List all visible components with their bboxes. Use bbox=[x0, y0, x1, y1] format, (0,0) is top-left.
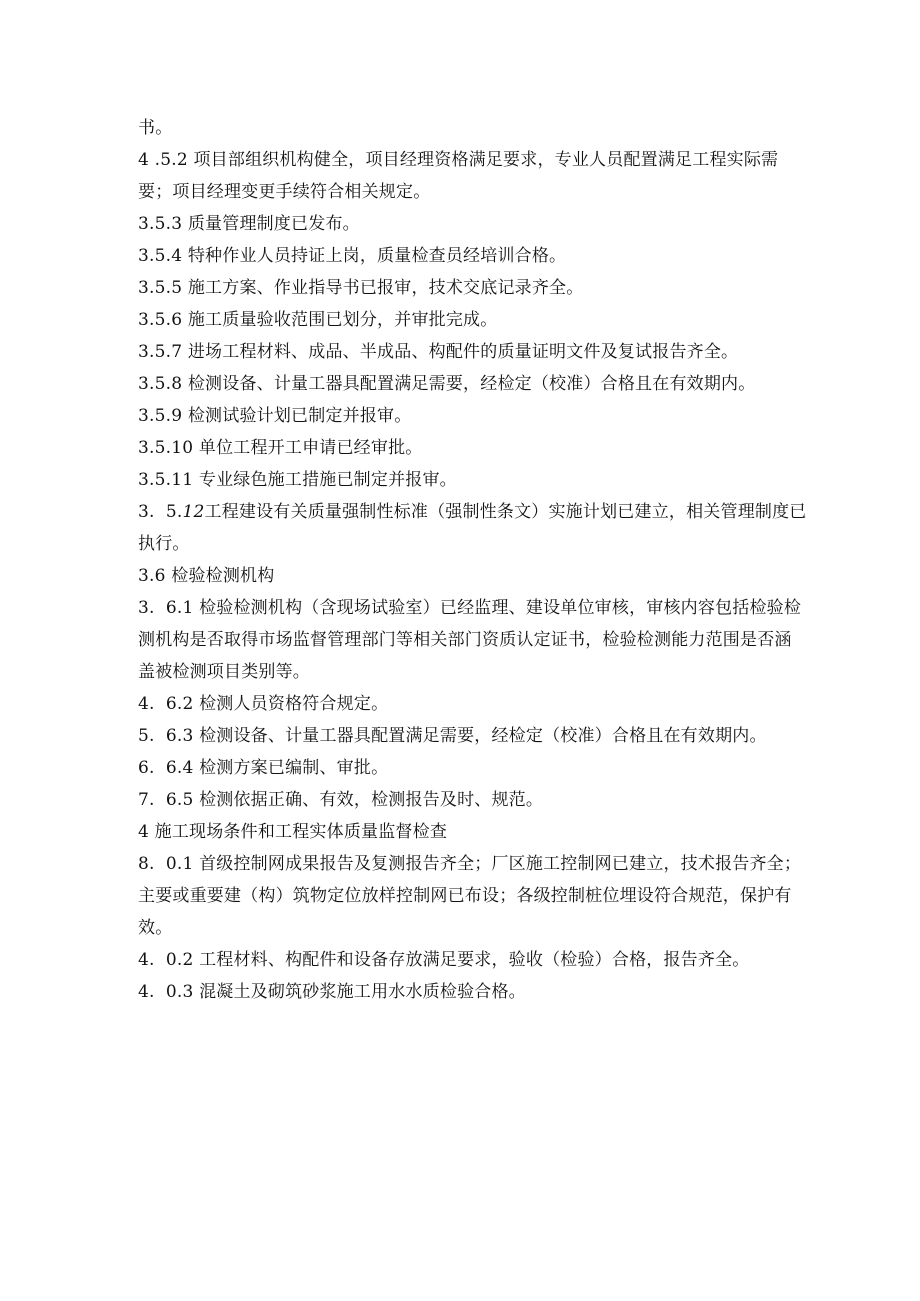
paragraph-3-6-1: 3. 6.1 检验检测机构（含现场试验室）已经监理、建设单位审核，审核内容包括检验检测机构是否取得市场监督管理部门等相关部门资质认定证书，检验检测能力范围是否涵盖被检测项目类别等。 bbox=[138, 598, 802, 682]
paragraph-7-6-5: 7. 6.5 检测依据正确、有效，检测报告及时、规范。 bbox=[138, 790, 544, 810]
document-body bbox=[138, 112, 808, 1008]
paragraph-3-5-9: 3.5.9 检测试验计划已制定并报审。 bbox=[138, 406, 412, 426]
section-heading-4: 4 施工现场条件和工程实体质量监督检查 bbox=[138, 822, 448, 842]
paragraph-4-0-2: 4. 0.2 工程材料、构配件和设备存放满足要求，验收（检验）合格，报告齐全。 bbox=[138, 950, 750, 970]
paragraph-3-5-12-text: 工程建设有关质量强制性标准（强制性条文）实施计划已建立，相关管理制度已执行。 bbox=[138, 502, 807, 554]
paragraph-3-5-8: 3.5.8 检测设备、计量工器具配置满足需要，经检定（校准）合格且在有效期内。 bbox=[138, 374, 756, 394]
paragraph-3-5-12-italic-number: 12 bbox=[182, 502, 205, 522]
paragraph-3-5-7: 3.5.7 进场工程材料、成品、半成品、构配件的质量证明文件及复试报告齐全。 bbox=[138, 342, 739, 362]
paragraph-6-6-4: 6. 6.4 检测方案已编制、审批。 bbox=[138, 758, 389, 778]
paragraph-3-5-4: 3.5.4 特种作业人员持证上岗，质量检查员经培训合格。 bbox=[138, 246, 567, 266]
section-heading-3-6: 3.6 检验检测机构 bbox=[138, 566, 275, 586]
paragraph-8-0-1: 8. 0.1 首级控制网成果报告及复测报告齐全；厂区施工控制网已建立，技术报告齐全；主要或重要建（构）筑物定位放样控制网已布设；各级控制桩位埋设符合规范，保护有效。 bbox=[138, 854, 802, 938]
paragraph-5-6-3: 5. 6.3 检测设备、计量工器具配置满足需要，经检定（校准）合格且在有效期内。 bbox=[138, 726, 767, 746]
paragraph-3-5-10: 3.5.10 单位工程开工申请已经审批。 bbox=[138, 438, 423, 458]
paragraph-3-5-12-prefix: 3. 5. bbox=[138, 502, 183, 522]
paragraph-4-0-3: 4. 0.3 混凝土及砌筑砂浆施工用水水质检验合格。 bbox=[138, 982, 526, 1002]
paragraph-continuation: 书。 bbox=[138, 118, 173, 138]
paragraph-3-5-6: 3.5.6 施工质量验收范围已划分，并审批完成。 bbox=[138, 310, 498, 330]
paragraph-4-6-2: 4. 6.2 检测人员资格符合规定。 bbox=[138, 694, 389, 714]
paragraph-3-5-5: 3.5.5 施工方案、作业指导书已报审，技术交底记录齐全。 bbox=[138, 278, 584, 298]
paragraph-3-5-11: 3.5.11 专业绿色施工措施已制定并报审。 bbox=[138, 470, 457, 490]
paragraph-3-5-3: 3.5.3 质量管理制度已发布。 bbox=[138, 214, 360, 234]
paragraph-3-5-12 bbox=[138, 496, 808, 560]
paragraph-4-5-2: 4 .5.2 项目部组织机构健全，项目经理资格满足要求，专业人员配置满足工程实际需要；项目经理变更手续符合相关规定。 bbox=[138, 150, 779, 202]
